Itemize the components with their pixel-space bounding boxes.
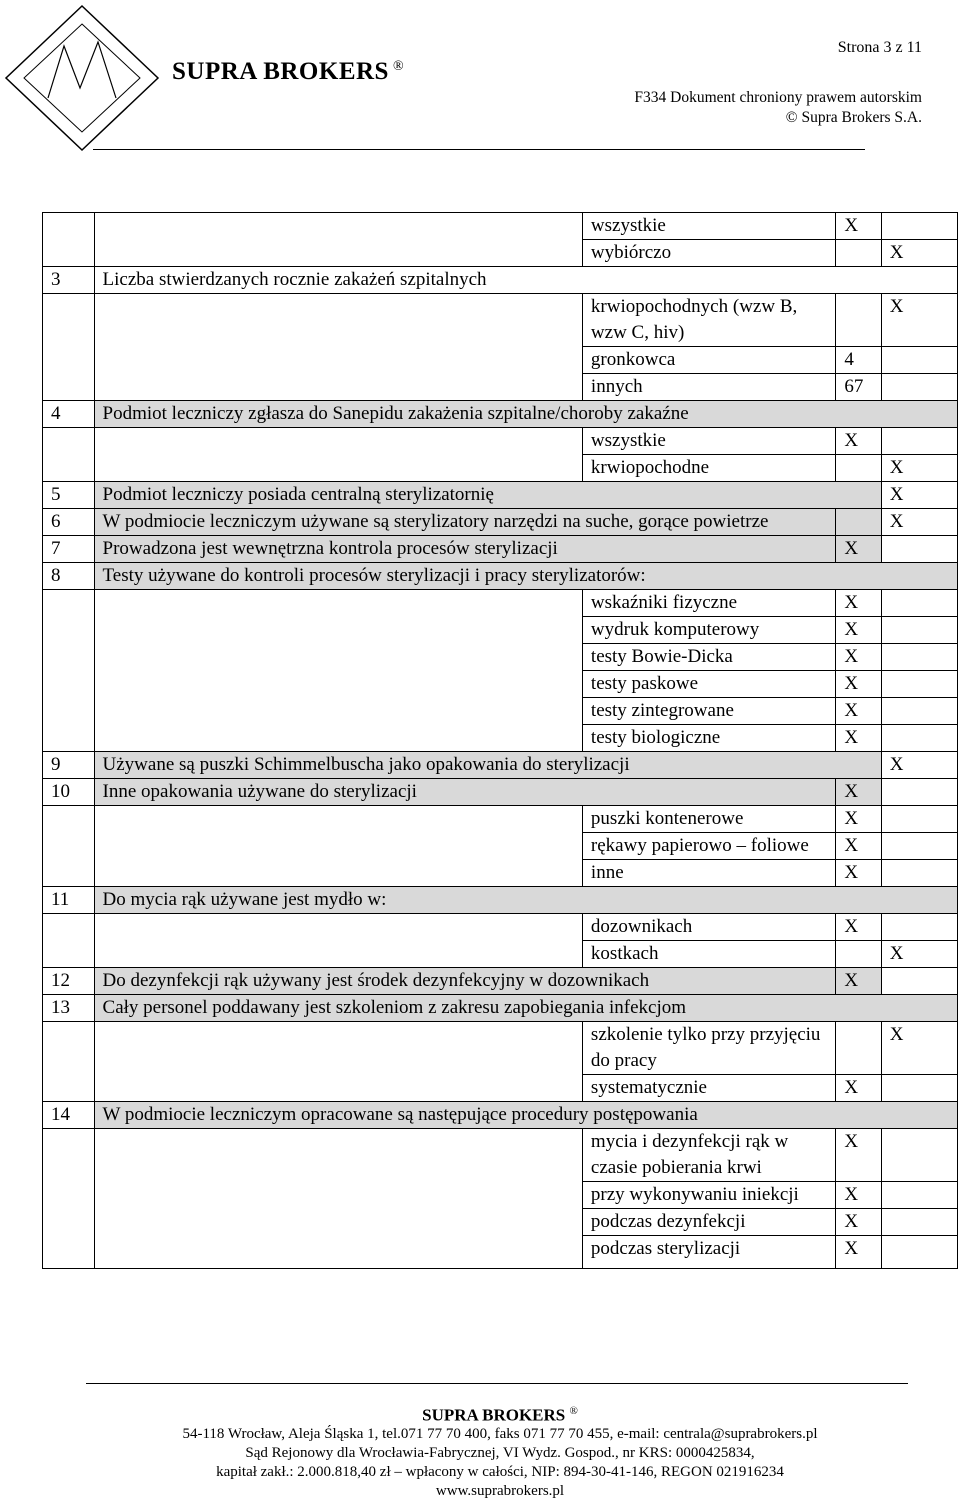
answer-mark — [881, 671, 957, 698]
question-number: 10 — [43, 779, 95, 806]
option-label: gronkowca — [582, 347, 835, 374]
question-row — [43, 968, 958, 995]
question-text: Podmiot leczniczy posiada centralną sterylizatornię — [94, 482, 881, 509]
question-number: 5 — [43, 482, 95, 509]
answer-mark: X — [836, 725, 881, 752]
table-row — [43, 806, 958, 833]
answer-mark: X — [836, 806, 881, 833]
answer-mark — [836, 240, 881, 267]
brand-name: SUPRA BROKERS ® — [172, 58, 405, 85]
table-row — [43, 590, 958, 617]
answer-mark — [881, 1209, 957, 1236]
answer-mark: X — [836, 590, 881, 617]
answer-mark: X — [881, 482, 957, 509]
option-label: systematycznie — [582, 1075, 835, 1102]
question-row — [43, 536, 958, 563]
answer-mark: X — [836, 536, 881, 563]
question-row — [43, 995, 958, 1022]
answer-mark: X — [881, 455, 957, 482]
answer-mark — [881, 860, 957, 887]
option-label: wydruk komputerowy — [582, 617, 835, 644]
option-label: testy paskowe — [582, 671, 835, 698]
question-number: 4 — [43, 401, 95, 428]
question-text: Cały personel poddawany jest szkoleniom z zakresu zapobiegania infekcjom — [94, 995, 957, 1022]
answer-mark: X — [836, 428, 881, 455]
document-id-line: F334 Dokument chroniony prawem autorskim — [634, 89, 922, 106]
answer-mark: X — [836, 1075, 881, 1102]
answer-mark — [836, 509, 881, 536]
answer-mark: X — [836, 1182, 881, 1209]
answer-mark — [881, 644, 957, 671]
option-label: testy biologiczne — [582, 725, 835, 752]
question-number: 14 — [43, 1102, 95, 1129]
answer-mark — [881, 1182, 957, 1209]
registered-mark: ® — [392, 58, 405, 74]
question-number: 11 — [43, 887, 95, 914]
supra-brokers-logo — [2, 2, 162, 154]
answer-mark: X — [836, 671, 881, 698]
answer-value: 4 — [836, 347, 881, 374]
option-label: innych — [582, 374, 835, 401]
question-number: 7 — [43, 536, 95, 563]
answer-mark — [881, 968, 957, 995]
question-text: Liczba stwierdzanych rocznie zakażeń szpitalnych — [94, 267, 957, 294]
answer-mark: X — [836, 644, 881, 671]
footer — [0, 1402, 960, 1501]
answer-mark — [836, 455, 881, 482]
question-number: 13 — [43, 995, 95, 1022]
option-label: krwiopochodnych (wzw B, wzw C, hiv) — [582, 294, 835, 347]
answer-mark — [881, 806, 957, 833]
question-text: Testy używane do kontroli procesów sterylizacji i pracy sterylizatorów: — [94, 563, 957, 590]
copyright-line: © Supra Brokers S.A. — [785, 109, 922, 126]
footer-divider — [86, 1383, 908, 1384]
answer-mark — [881, 1129, 957, 1182]
answer-mark: X — [836, 1209, 881, 1236]
answer-mark: X — [881, 941, 957, 968]
answer-mark — [881, 617, 957, 644]
answer-mark: X — [836, 914, 881, 941]
question-row — [43, 752, 958, 779]
question-text: Inne opakowania używane do sterylizacji — [94, 779, 836, 806]
footer-address: 54-118 Wrocław, Aleja Śląska 1, tel.071 77 70 400, faks 071 77 70 455, e-mail: centrala@suprabrokers.pl — [182, 1425, 818, 1442]
option-label: mycia i dezynfekcji rąk w czasie pobierania krwi — [582, 1129, 835, 1182]
answer-mark — [881, 1236, 957, 1269]
answer-mark — [881, 213, 957, 240]
answer-mark — [881, 779, 957, 806]
question-text: W podmiocie leczniczym opracowane są następujące procedury postępowania — [94, 1102, 957, 1129]
answer-mark — [881, 590, 957, 617]
option-label: szkolenie tylko przy przyjęciu do pracy — [582, 1022, 835, 1075]
question-number: 9 — [43, 752, 95, 779]
question-number: 12 — [43, 968, 95, 995]
table-row — [43, 213, 958, 240]
answer-mark: X — [881, 294, 957, 347]
footer-capital: kapitał zakł.: 2.000.818,40 zł – wpłacony w całości, NIP: 894-30-41-146, REGON 021916234 — [216, 1463, 784, 1480]
answer-mark: X — [881, 752, 957, 779]
option-label: inne — [582, 860, 835, 887]
question-row — [43, 887, 958, 914]
table-row — [43, 428, 958, 455]
option-label: puszki kontenerowe — [582, 806, 835, 833]
table-row — [43, 914, 958, 941]
table-row — [43, 1129, 958, 1182]
answer-mark: X — [836, 860, 881, 887]
answer-mark — [836, 941, 881, 968]
answer-mark — [881, 1075, 957, 1102]
answer-mark — [881, 914, 957, 941]
question-row — [43, 779, 958, 806]
option-label: podczas dezynfekcji — [582, 1209, 835, 1236]
answer-mark: X — [836, 1129, 881, 1182]
question-row — [43, 509, 958, 536]
answer-value: 67 — [836, 374, 881, 401]
option-label: krwiopochodne — [582, 455, 835, 482]
question-text: Prowadzona jest wewnętrzna kontrola procesów sterylizacji — [94, 536, 836, 563]
question-row — [43, 563, 958, 590]
answer-mark — [881, 428, 957, 455]
option-label: dozownikach — [582, 914, 835, 941]
footer-website: www.suprabrokers.pl — [435, 1482, 565, 1499]
answer-mark: X — [881, 240, 957, 267]
option-label: podczas sterylizacji — [582, 1236, 835, 1269]
answer-mark: X — [836, 213, 881, 240]
table-row — [43, 1022, 958, 1075]
question-text: Podmiot leczniczy zgłasza do Sanepidu zakażenia szpitalne/choroby zakaźne — [94, 401, 957, 428]
question-number: 3 — [43, 267, 95, 294]
table-row — [43, 294, 958, 347]
questionnaire-table — [42, 212, 958, 1269]
option-label: przy wykonywaniu iniekcji — [582, 1182, 835, 1209]
answer-mark — [881, 536, 957, 563]
question-text: W podmiocie leczniczym używane są sterylizatory narzędzi na suche, gorące powietrze — [94, 509, 836, 536]
answer-mark — [881, 698, 957, 725]
answer-mark: X — [836, 779, 881, 806]
document-notice — [634, 88, 922, 128]
option-label: testy Bowie-Dicka — [582, 644, 835, 671]
question-number: 6 — [43, 509, 95, 536]
page-number: Strona 3 z 11 — [837, 39, 922, 56]
question-row — [43, 1102, 958, 1129]
answer-mark: X — [836, 1236, 881, 1269]
option-label: rękawy papierowo – foliowe — [582, 833, 835, 860]
answer-mark — [881, 833, 957, 860]
question-row — [43, 267, 958, 294]
answer-mark: X — [836, 698, 881, 725]
question-text: Do mycia rąk używane jest mydło w: — [94, 887, 957, 914]
option-label: kostkach — [582, 941, 835, 968]
answer-mark: X — [836, 833, 881, 860]
footer-brand: SUPRA BROKERS ® — [422, 1405, 578, 1425]
option-label: wszystkie — [582, 428, 835, 455]
answer-mark — [881, 374, 957, 401]
question-text: Do dezynfekcji rąk używany jest środek dezynfekcyjny w dozownikach — [94, 968, 836, 995]
answer-mark: X — [836, 968, 881, 995]
answer-mark — [881, 347, 957, 374]
answer-mark: X — [836, 617, 881, 644]
option-label: wszystkie — [582, 213, 835, 240]
header-divider — [93, 149, 865, 150]
option-label: wybiórczo — [582, 240, 835, 267]
option-label: testy zintegrowane — [582, 698, 835, 725]
answer-mark — [881, 725, 957, 752]
question-number: 8 — [43, 563, 95, 590]
option-label: wskaźniki fizyczne — [582, 590, 835, 617]
answer-mark: X — [881, 1022, 957, 1075]
answer-mark: X — [881, 509, 957, 536]
registered-mark: ® — [569, 1405, 578, 1417]
answer-mark — [836, 294, 881, 347]
answer-mark — [836, 1022, 881, 1075]
footer-court: Sąd Rejonowy dla Wrocławia-Fabrycznej, VI Wydz. Gospod., nr KRS: 0000425834, — [245, 1444, 755, 1461]
question-row — [43, 482, 958, 509]
question-text: Używane są puszki Schimmelbuscha jako opakowania do sterylizacji — [94, 752, 881, 779]
question-row — [43, 401, 958, 428]
